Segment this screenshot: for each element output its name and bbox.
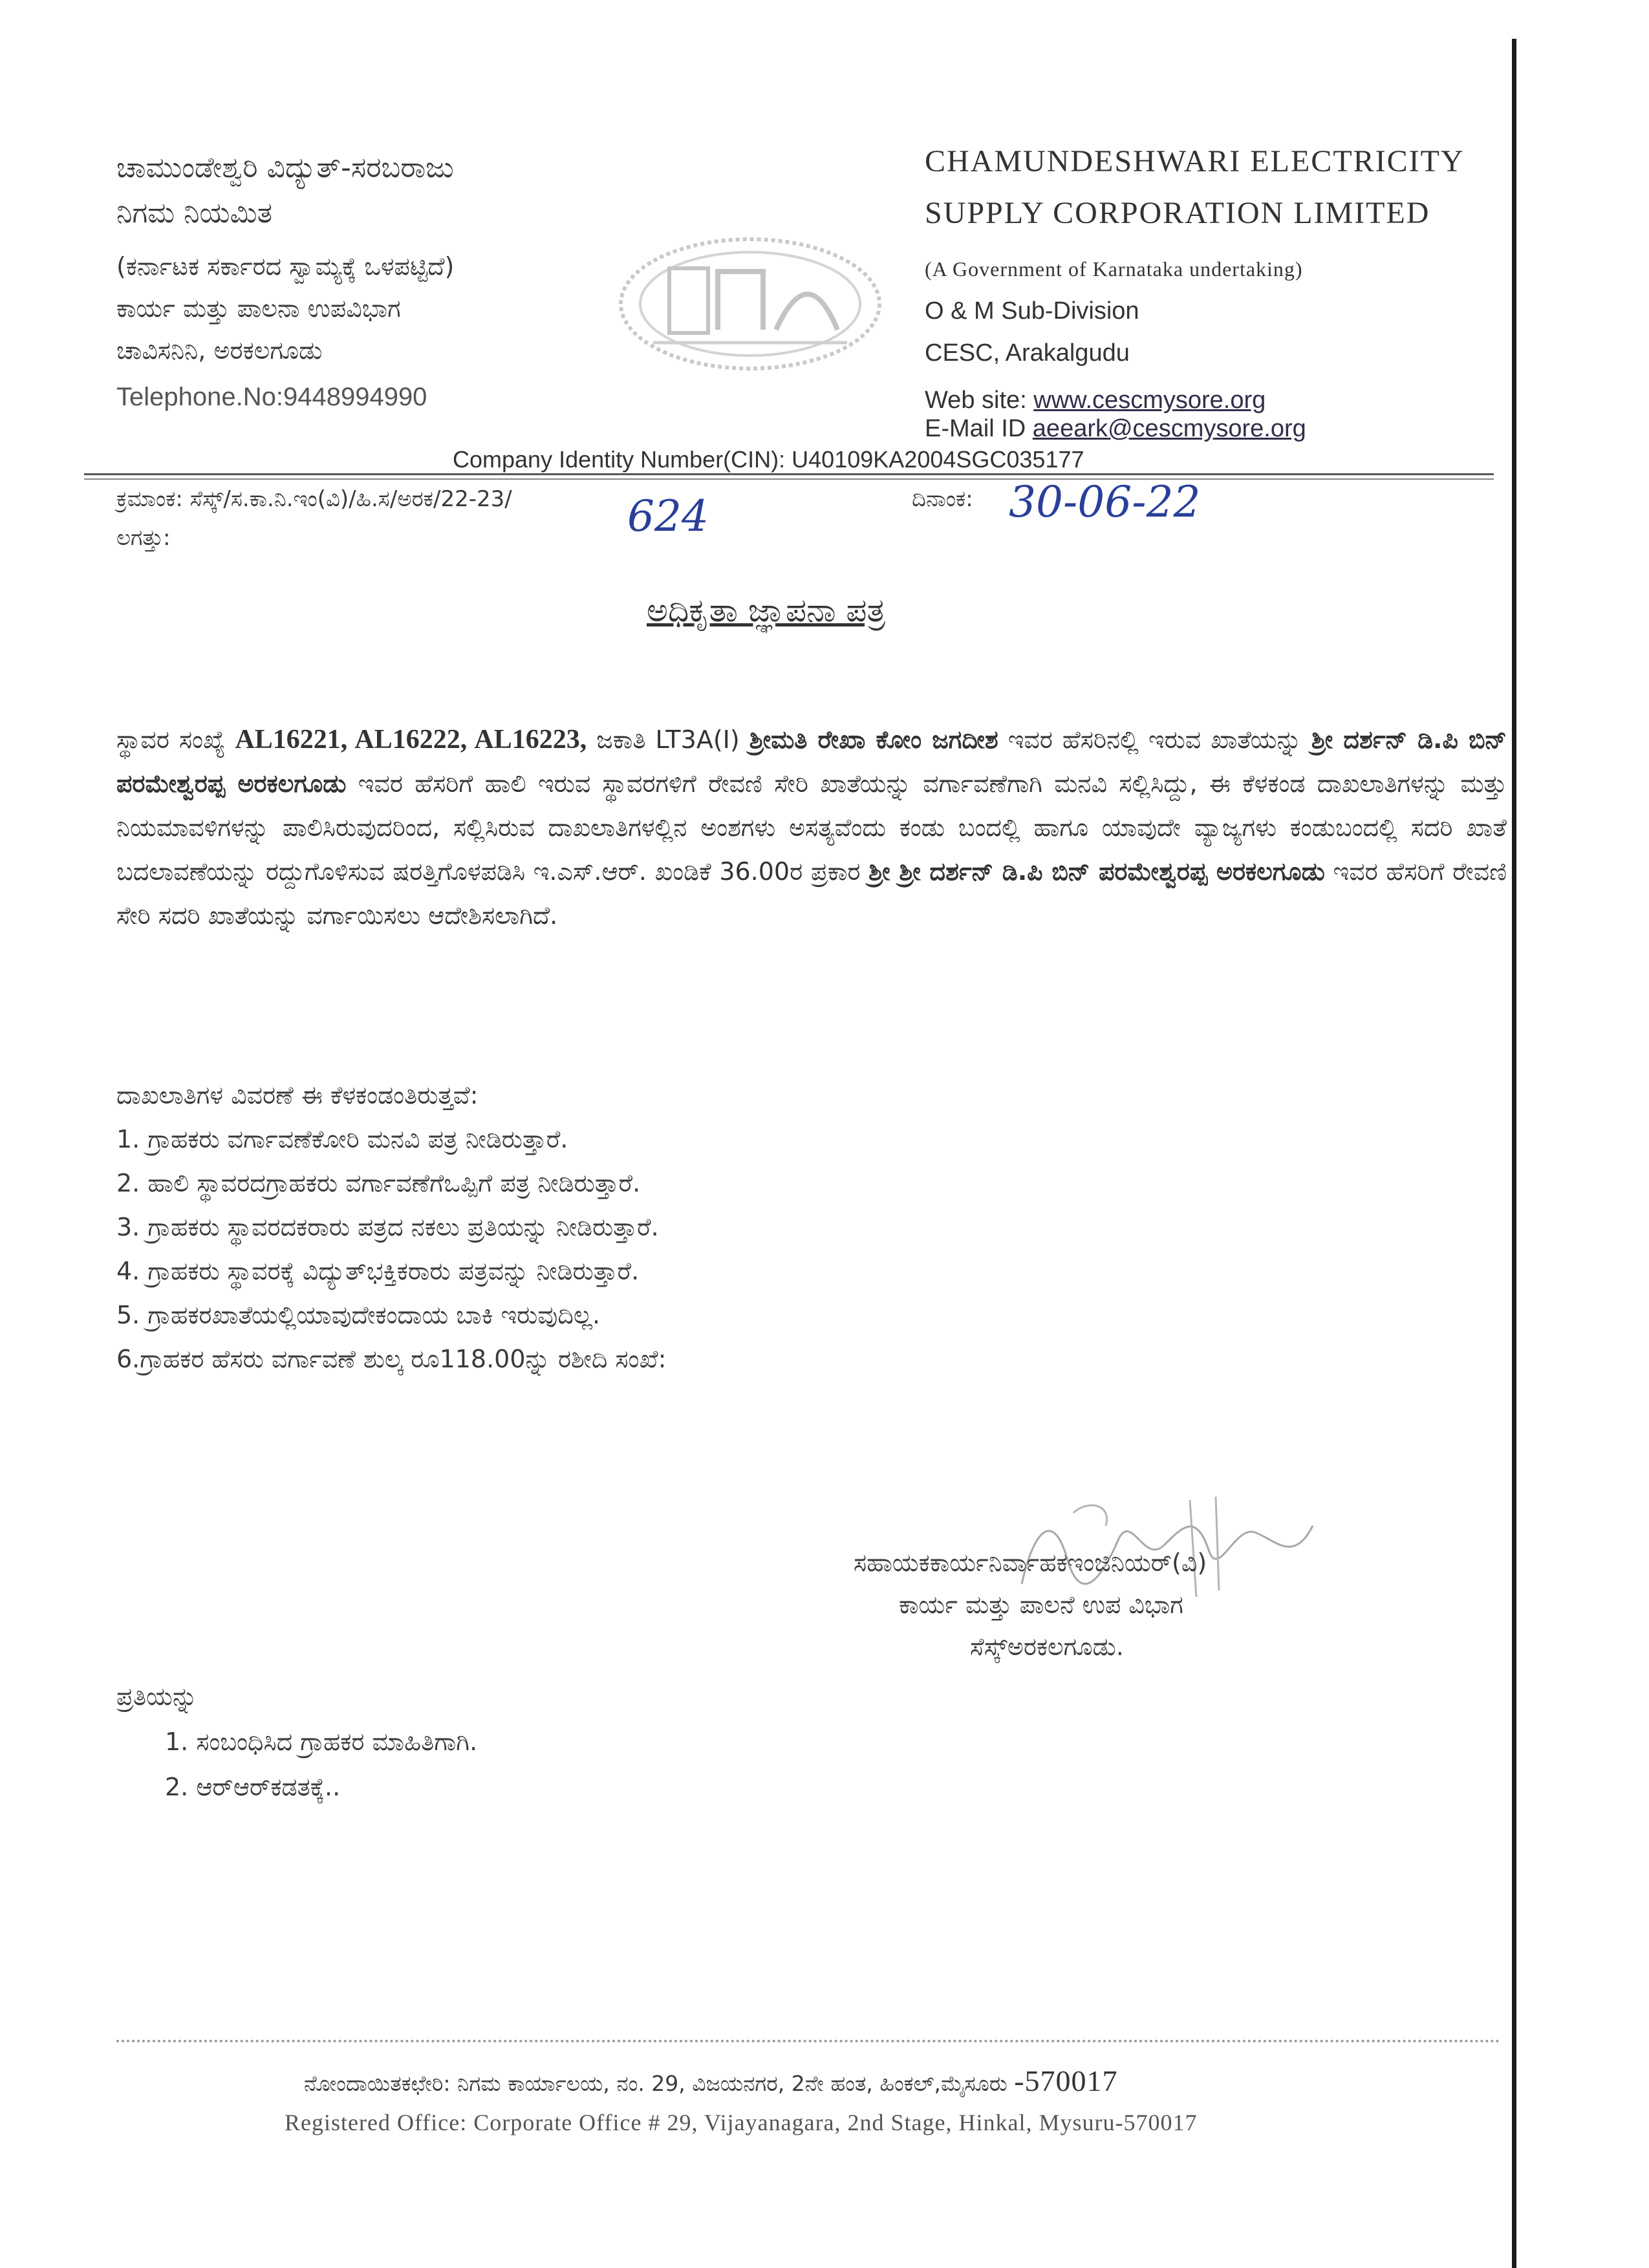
footer-kannada-text: ನೋಂದಾಯಿತಕಛೇರಿ: ನಿಗಮ ಕಾರ್ಯಾಲಯ, ನಂ. 29, ವಿಜಯನಗರ, 2ನೇ ಹಂತ, ಹಿಂಕಲ್,ಮೈಸೂರು [304, 2071, 1008, 2096]
documents-item-2: 2. ಹಾಲಿ ಸ್ಥಾವರದಗ್ರಾಹಕರು ವರ್ಗಾವಣೆಗೆಒಪ್ಪಿಗೆ ಪತ್ರ ನೀಡಿರುತ್ತಾರೆ. [116, 1169, 641, 1197]
documents-item-4: 4. ಗ್ರಾಹಕರು ಸ್ಥಾವರಕ್ಕೆ ವಿದ್ಯುತ್‌ಭಕ್ತಿಕರಾರು ಪತ್ರವನ್ನು ನೀಡಿರುತ್ತಾರೆ. [116, 1257, 640, 1285]
date-label: ದಿನಾಂಕ: [912, 486, 973, 512]
date-handwritten: 30-06-22 [1009, 477, 1201, 527]
reference-number-handwritten: 624 [627, 491, 709, 541]
en-subdivision: O & M Sub-Division [925, 297, 1139, 325]
header-divider [84, 473, 1494, 475]
footer-english-address: Registered Office: Corporate Office # 29, Vijayanagara, 2nd Stage, Hinkal, Mysuru-570017 [285, 2110, 1198, 2135]
copy-item-2: 2. ಆರ್‌ಆರ್‌ಕಡತಕ್ಕೆ.. [165, 1773, 341, 1801]
documents-item-3: 3. ಗ್ರಾಹಕರು ಸ್ಥಾವರದಕರಾರು ಪತ್ರದ ನಕಲು ಪ್ರತಿಯನ್ನು ನೀಡಿರುತ್ತಾರೆ. [116, 1213, 659, 1241]
copy-heading: ಪ್ರತಿಯನ್ನು [116, 1682, 198, 1711]
kn-company-line1: ಚಾಮುಂಡೇಶ್ವರಿ ವಿದ್ಯುತ್-ಸರಬರಾಜು [116, 151, 454, 184]
website-row [925, 387, 1266, 414]
en-company-line1: CHAMUNDESHWARI ELECTRICITY [925, 144, 1465, 178]
signatory-division: ಕಾರ್ಯ ಮತ್ತು ಪಾಲನೆ ಉಪ ವಿಭಾಗ [899, 1590, 1183, 1619]
documents-item-1: 1. ಗ್ರಾಹಕರು ವರ್ಗಾವಣೆಕೋರಿ ಮನವಿ ಪತ್ರ ನೀಡಿರುತ್ತಾರೆ. [116, 1125, 568, 1153]
body-part4: ಇವರ ಹೆಸರಿಗೆ ಹಾಲಿ ಇರುವ ಸ್ಥಾವರಗಳಿಗೆ ರೇವಣಿ ಸೇರಿ ಖಾತೆಯನ್ನು ವರ್ಗಾವಣೆಗಾಗಿ ಮನವಿ ಸಲ್ಲಿಸಿದ್ದು, ಈ ಕೆಳಕಂಡ ದಾಖಲಾತಿಗಳನ್ನು ಮತ್ತು ನಿಯಮಾವಳಿಗಳನ್ನು ಪಾಲಿಸಿರುವುದರಿಂದ, ಸಲ್ಲಿಸಿರುವ ದಾಖಲಾತಿಗಳಲ್ಲಿನ ಅಂಶಗಳು ಅಸತ್ಯವೆಂದು ಕಂಡು ಬಂದಲ್ಲಿ ಹಾಗೂ ಯಾವುದೇ ವ್ಯಾಜ್ಯಗಳು ಕಂಡುಬಂದಲ್ಲಿ ಸದರಿ ಖಾತೆ ಬದಲಾವಣೆಯನ್ನು ರದ್ದುಗೊಳಿಸುವ ಷರತ್ತಿಗೊಳಪಡಿಸಿ ಇ.ಎಸ್.ಆರ್. ಖಂಡಿಕೆ 36.00ರ ಪ್ರಕಾರ [116, 769, 1507, 886]
scan-edge-shadow [1512, 39, 1516, 2268]
en-location: CESC, Arakalgudu [925, 339, 1130, 367]
installation-numbers: AL16221, AL16222, AL16223, [235, 725, 587, 754]
body-part1: ಸ್ಥಾವರ ಸಂಖ್ಯೆ [116, 725, 235, 754]
documents-item-5: 5. ಗ್ರಾಹಕರಖಾತೆಯಲ್ಲಿಯಾವುದೇಕಂದಾಯ ಬಾಕಿ ಇರುವುದಿಲ್ಲ. [116, 1301, 601, 1329]
body-part3: ಇವರ ಹೆಸರಿನಲ್ಲಿ ಇರುವ ಖಾತೆಯನ್ನು [998, 725, 1311, 754]
new-holder-name: ಶ್ರೀ ದರ್ಶನ್ ಡಿ.ಪಿ ಬಿನ್ ಪರಮೇಶ್ವರಪ್ಪ ಅರಕಲಗೂಡು [116, 725, 1507, 798]
documents-item-6: 6.ಗ್ರಾಹಕರ ಹೆಸರು ವರ್ಗಾವಣೆ ಶುಲ್ಕ ರೂ118.00ನ್ನು ರಶೀದಿ ಸಂಖೆ: [116, 1345, 667, 1373]
copy-item-1: 1. ಸಂಬಂಧಿಸಿದ ಗ್ರಾಹಕರ ಮಾಹಿತಿಗಾಗಿ. [165, 1728, 478, 1756]
website-link[interactable]: www.cescmysore.org [1033, 387, 1266, 414]
header-divider-thin [84, 478, 1494, 480]
body-part2: ಜಕಾತಿ LT3A(I) [587, 725, 749, 754]
documents-heading: ದಾಖಲಾತಿಗಳ ವಿವರಣೆ ಈ ಕೆಳಕಂಡಂತಿರುತ್ತವೆ: [116, 1081, 479, 1109]
kn-govt-undertaking: (ಕರ್ನಾಟಕ ಸರ್ಕಾರದ ಸ್ವಾಮ್ಯಕ್ಕೆ ಒಳಪಟ್ಟಿದೆ) [116, 252, 455, 281]
current-holder-name: ಶ್ರೀಮತಿ ರೇಖಾ ಕೋಂ ಜಗದೀಶ [749, 725, 998, 754]
signatory-designation: ಸಹಾಯಕಕಾರ್ಯನಿರ್ವಾಹಕಇಂಜಿನಿಯರ್(ವಿ) [854, 1548, 1207, 1577]
footer-kannada-address [304, 2064, 1118, 2098]
reference-number-label: ಕ್ರಮಾಂಕ: ಸೆಸ್ಕ್/ಸ.ಕಾ.ನಿ.ಇಂ(ವಿ)/ಹಿ.ಸ/ಅರಕ/22-23/ [116, 486, 512, 512]
email-row [925, 415, 1306, 443]
body-part5: ಇವರ ಹೆಸರಿಗೆ ರೇವಣಿ ಸೇರಿ ಸದರಿ ಖಾತೆಯನ್ನು ವರ್ಗಾಯಿಸಲು ಆದೇಶಿಸಲಾಗಿದೆ. [116, 857, 1507, 930]
footer-divider [116, 2040, 1500, 2042]
en-company-line2: SUPPLY CORPORATION LIMITED [925, 196, 1430, 230]
kn-location: ಚಾವಿಸನಿನಿ, ಅರಕಲಗೂಡು [116, 336, 323, 365]
kn-subdivision: ಕಾರ್ಯ ಮತ್ತು ಪಾಲನಾ ಉಪವಿಭಾಗ [116, 294, 401, 323]
footer-kannada-pin: -570017 [1014, 2064, 1118, 2097]
email-link[interactable]: aeeark@cescmysore.org [1032, 415, 1306, 442]
email-label: E-Mail ID [925, 415, 1026, 442]
telephone: Telephone.No:9448994990 [116, 383, 427, 411]
cin-number: Company Identity Number(CIN): U40109KA2004SGC035177 [453, 446, 1084, 473]
cesc-logo [614, 233, 886, 375]
enclosure-label: ಲಗತ್ತು: [116, 525, 171, 551]
body-paragraph [116, 718, 1507, 937]
en-govt-undertaking: (A Government of Karnataka undertaking) [925, 257, 1303, 281]
new-holder-name-repeat: ಶ್ರೀ ಶ್ರೀ ದರ್ಶನ್ ಡಿ.ಪಿ ಬಿನ್ ಪರಮೇಶ್ವರಪ್ಪ ಅರಕಲಗೂಡು [868, 857, 1325, 886]
website-label: Web site: [925, 387, 1027, 414]
memo-title: ಅಧಿಕೃತಾ ಜ್ಞಾಪನಾ ಪತ್ರ [647, 592, 886, 629]
signatory-office: ಸೆಸ್ಕ್‌ಅರಕಲಗೂಡು. [970, 1632, 1124, 1661]
kn-company-line2: ನಿಗಮ ನಿಯಮಿತ [116, 197, 273, 230]
